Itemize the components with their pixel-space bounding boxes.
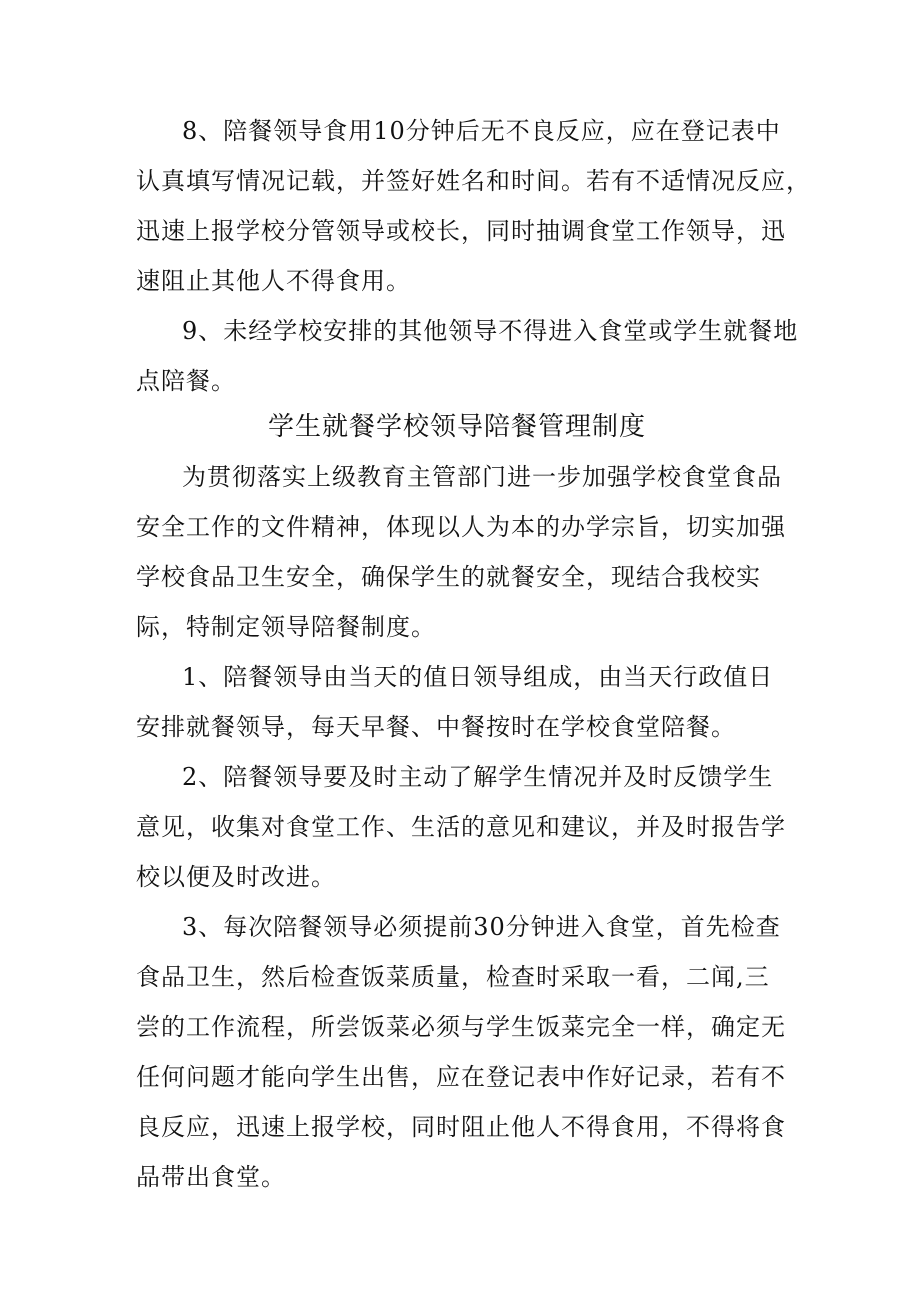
document-title: 学生就餐学校领导陪餐管理制度 [268, 412, 647, 442]
item2-line-2: 意见，收集对食堂工作、生活的意见和建议，并及时报告学 [136, 813, 786, 841]
item1-line-1: 1、陪餐领导由当天的值日领导组成，由当天行政值日 [182, 663, 774, 691]
item1-line-2: 安排就餐领导，每天早餐、中餐按时在学校食堂陪餐。 [136, 713, 736, 741]
item3-line-3: 尝的工作流程，所尝饭菜必须与学生饭菜完全一样，确定无 [136, 1013, 786, 1041]
item3-line-5: 良反应，迅速上报学校，同时阻止他人不得食用，不得将食 [136, 1113, 786, 1141]
intro-line-4: 际，特制定领导陪餐制度。 [136, 613, 436, 641]
item9-line-1: 9、未经学校安排的其他领导不得进入食堂或学生就餐地 [182, 317, 799, 345]
item9-line-2: 点陪餐。 [136, 367, 236, 395]
intro-line-3: 学校食品卫生安全，确保学生的就餐安全，现结合我校实 [136, 563, 761, 591]
item8-line-2: 认真填写情况记载，并签好姓名和时间。若有不适情况反应， [136, 167, 811, 195]
item3-line-4: 任何问题才能向学生出售，应在登记表中作好记录，若有不 [136, 1063, 786, 1091]
item2-line-3: 校以便及时改进。 [136, 863, 336, 891]
item8-line-4: 速阻止其他人不得食用。 [136, 267, 411, 295]
item8-line-3: 迅速上报学校分管领导或校长，同时抽调食堂工作领导，迅 [136, 217, 786, 245]
intro-line-2: 安全工作的文件精神，体现以人为本的办学宗旨，切实加强 [136, 513, 786, 541]
intro-line-1: 为贯彻落实上级教育主管部门进一步加强学校食堂食品 [182, 463, 782, 491]
item2-line-1: 2、陪餐领导要及时主动了解学生情况并及时反馈学生 [182, 763, 774, 791]
item8-line-1: 8、陪餐领导食用10分钟后无不良反应，应在登记表中 [182, 117, 781, 145]
item3-line-6: 品带出食堂。 [136, 1163, 286, 1191]
item3-line-2: 食品卫生，然后检查饭菜质量，检查时采取一看，二闻,三 [136, 963, 770, 991]
item3-line-1: 3、每次陪餐领导必须提前30分钟进入食堂，首先检查 [182, 913, 781, 941]
